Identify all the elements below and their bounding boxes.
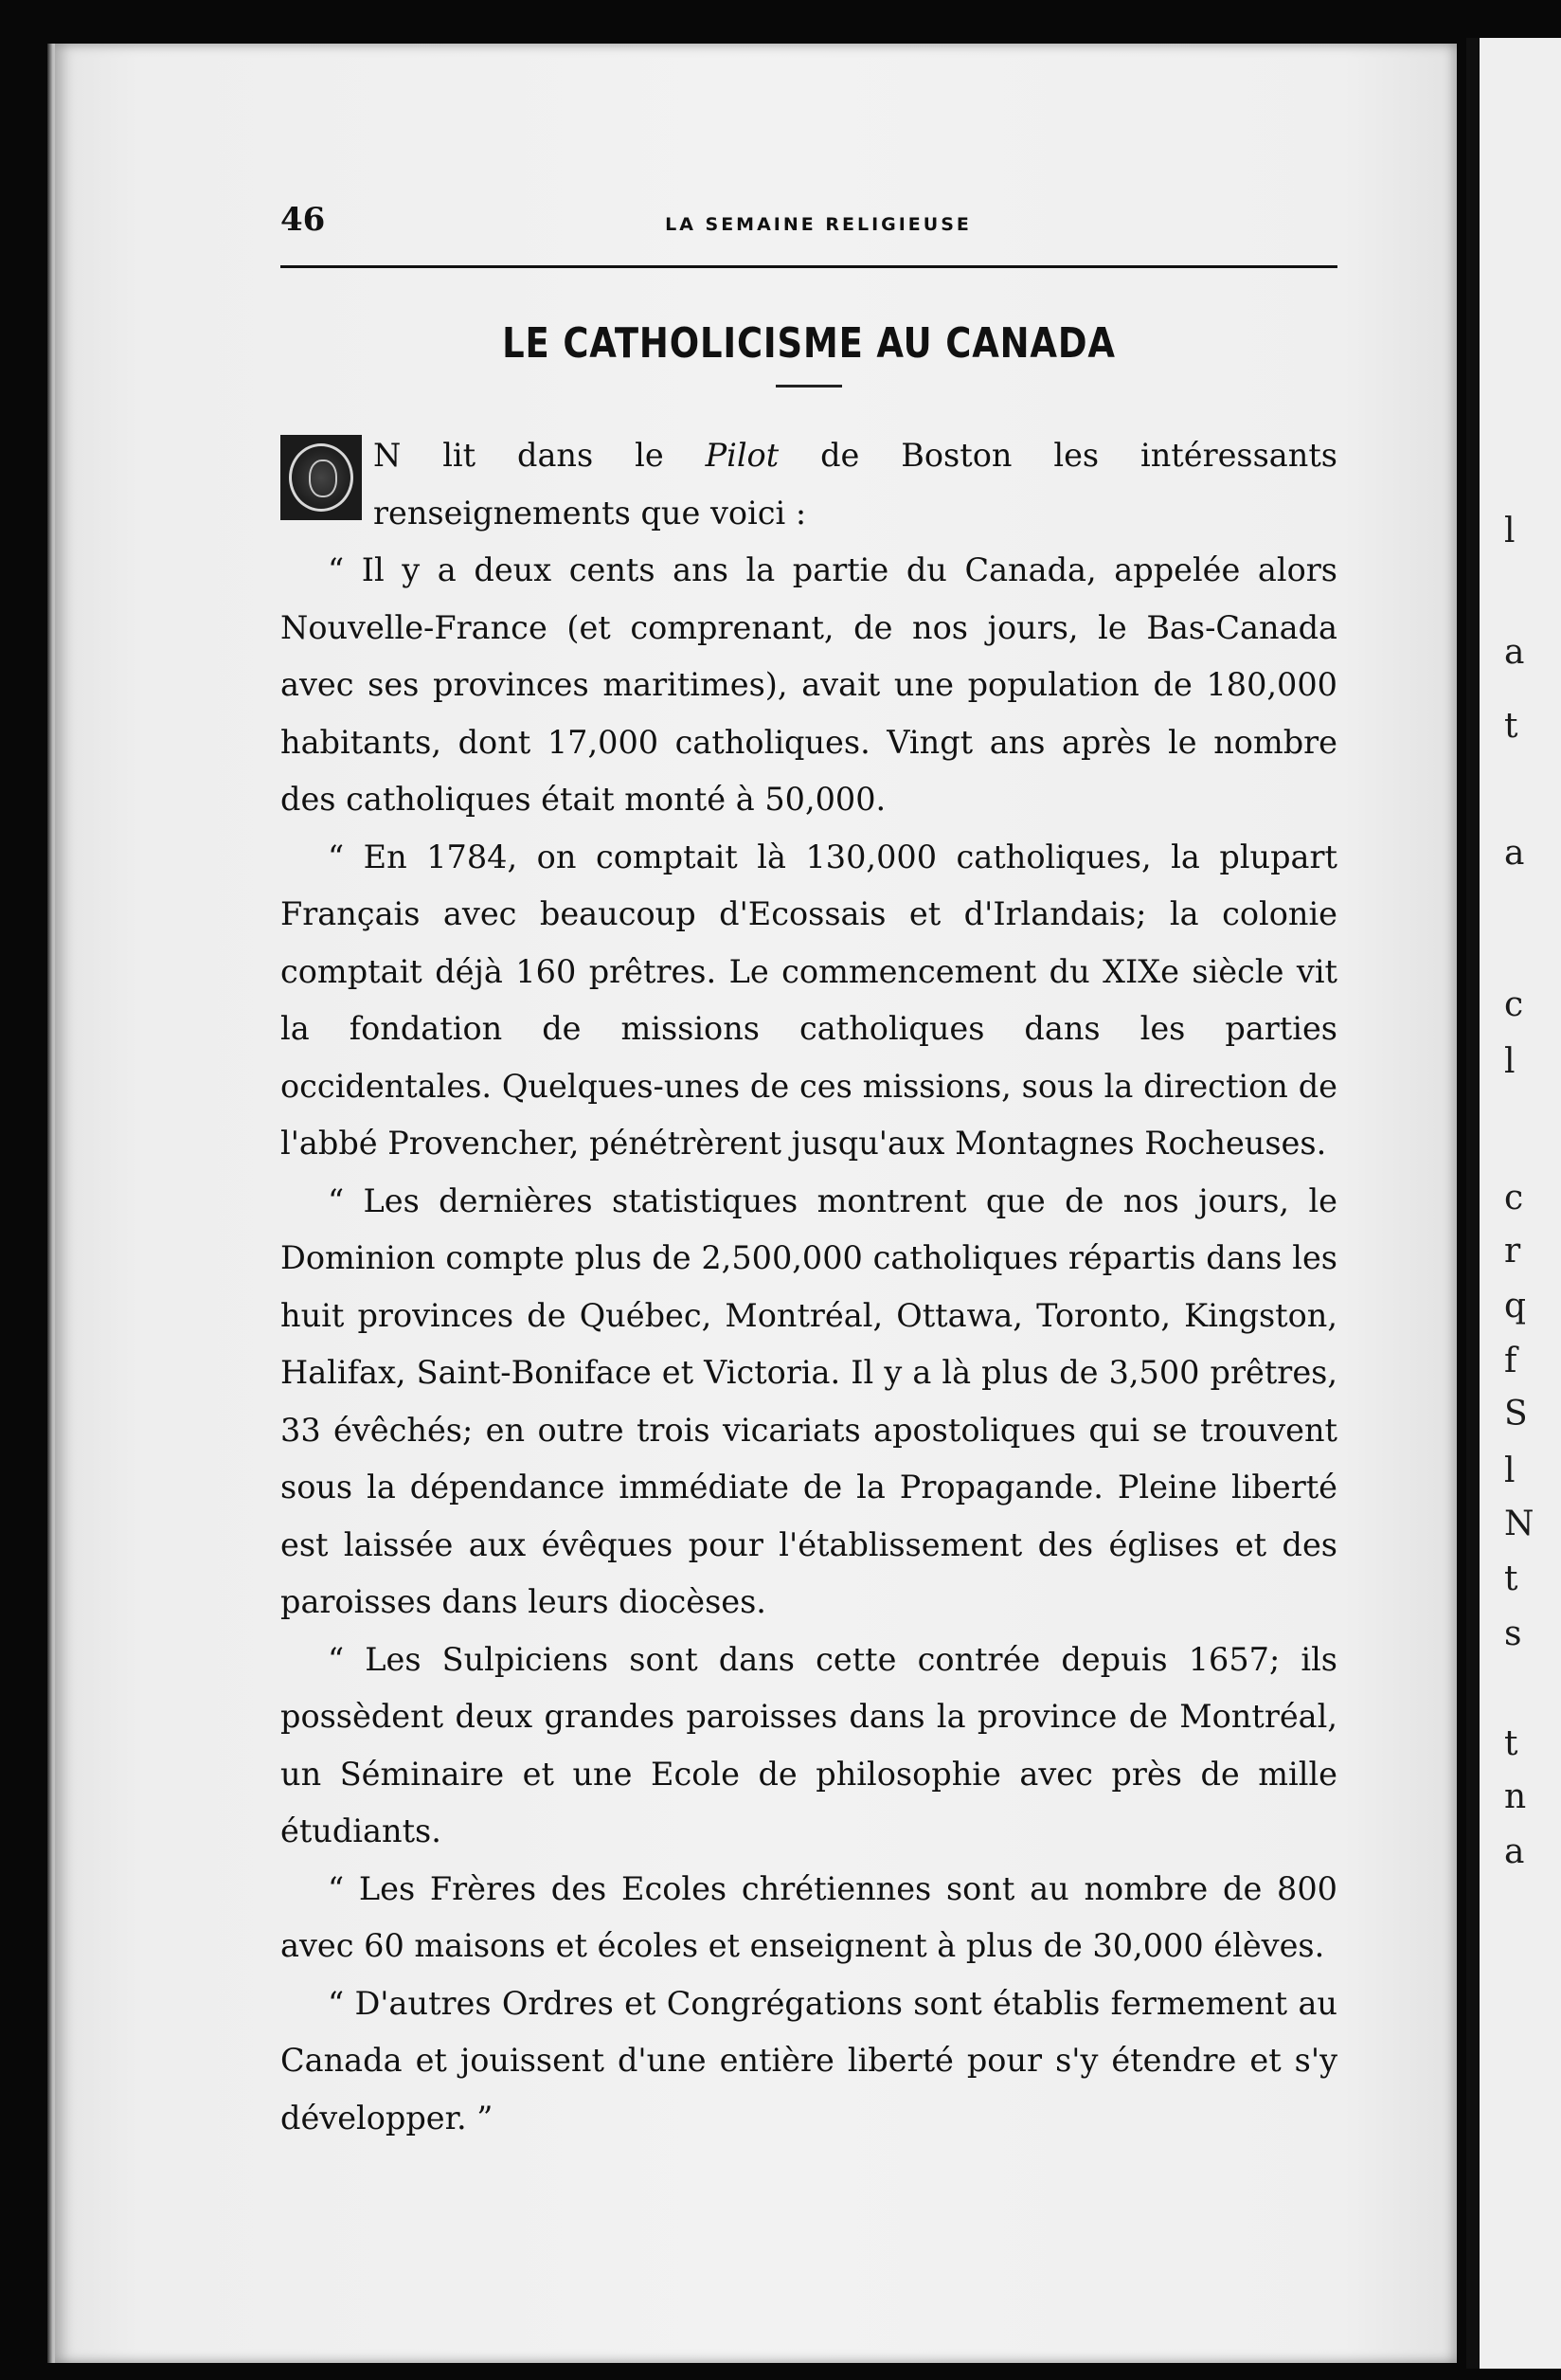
facing-page-fragment: t <box>1504 707 1518 746</box>
facing-page-fragment: l <box>1504 1451 1516 1490</box>
facing-page-fragment: a <box>1504 633 1525 672</box>
intro-paragraph <box>280 427 1337 542</box>
intro-text-end: de Boston les intéressants renseignements que voici : <box>373 437 1337 532</box>
running-title: LA SEMAINE RELIGIEUSE <box>665 214 972 235</box>
facing-page-fragment: a <box>1504 1832 1525 1871</box>
paragraph-1: “ Il y a deux cents ans la partie du Canada, appelée alors Nouvelle-France (et comprenant, de nos jours, le Bas-Canada avec ses provinces maritimes), avait une population de 180,000 habitants, dont 17,000 catholiques. Vingt ans après le nombre des catholiques était monté à 50,000. <box>280 551 1337 818</box>
facing-page-fragment: a <box>1504 834 1525 873</box>
facing-page-fragment: q <box>1504 1287 1527 1325</box>
facing-page-fragment: s <box>1504 1614 1522 1653</box>
facing-page-fragment: S <box>1504 1395 1528 1433</box>
article-title: LE CATHOLICISME AU CANADA <box>502 319 1116 368</box>
paragraph-3: “ Les dernières statistiques montrent que de nos jours, le Dominion compte plus de 2,500,000 catholiques répartis dans les huit provinces de Québec, Montréal, Ottawa, Toronto, Kingston, Halifax, Saint-Boniface et Victoria. Il y a là plus de 3,500 prêtres, 33 évêchés; en outre trois vicariats apostoliques qui se trouvent sous la dépendance immédiate de la Propagande. Pleine liberté est laissée aux évêques pour l'établissement des églises et des paroisses dans leurs diocèses. <box>280 1181 1337 1620</box>
paragraph-6: “ D'autres Ordres et Congrégations sont établis fermement au Canada et jouissent d'une entière liberté pour s'y étendre et s'y développer. ” <box>280 1984 1337 2137</box>
paragraph-4: “ Les Sulpiciens sont dans cette contrée depuis 1657; ils possèdent deux grandes paroisses dans la province de Montréal, un Séminaire et une Ecole de philosophie avec près de mille étudiants. <box>280 1640 1337 1849</box>
page-content <box>280 201 1337 2147</box>
facing-page-fragment: t <box>1504 1724 1518 1763</box>
paragraph-5: “ Les Frères des Ecoles chrétiennes sont au nombre de 800 avec 60 maisons et écoles et enseignent à plus de 30,000 élèves. <box>280 1869 1337 1964</box>
facing-page-fragment: t <box>1504 1560 1518 1598</box>
intro-italic-title: Pilot <box>705 437 780 474</box>
facing-page-fragment: l <box>1504 1042 1516 1081</box>
dropcap-face-ornament <box>309 460 337 497</box>
intro-text: N lit dans le <box>373 437 706 474</box>
ornamental-dropcap <box>280 435 362 520</box>
facing-page-fragment: c <box>1504 1179 1524 1217</box>
title-rule <box>776 385 842 388</box>
facing-page-edge <box>1466 38 1561 2369</box>
page-number: 46 <box>280 201 326 239</box>
facing-page-fragment: n <box>1504 1777 1527 1816</box>
facing-page-fragment: r <box>1504 1232 1521 1271</box>
facing-page-fragment: c <box>1504 985 1524 1024</box>
running-header <box>280 201 1337 268</box>
article-body <box>280 427 1337 2147</box>
paragraph-2: “ En 1784, on comptait là 130,000 catholiques, la plupart Français avec beaucoup d'Ecossais et d'Irlandais; la colonie comptait déjà 160 prêtres. Le commencement du XIXe siècle vit la fondation de missions catholiques dans les parties occidentales. Quelques-unes de ces missions, sous la direction de l'abbé Provencher, pénétrèrent jusqu'aux Montagnes Rocheuses. <box>280 838 1337 1162</box>
facing-page-fragment: l <box>1504 512 1516 550</box>
facing-page-fragment: f <box>1504 1342 1517 1380</box>
facing-page-fragment: N <box>1504 1505 1534 1543</box>
